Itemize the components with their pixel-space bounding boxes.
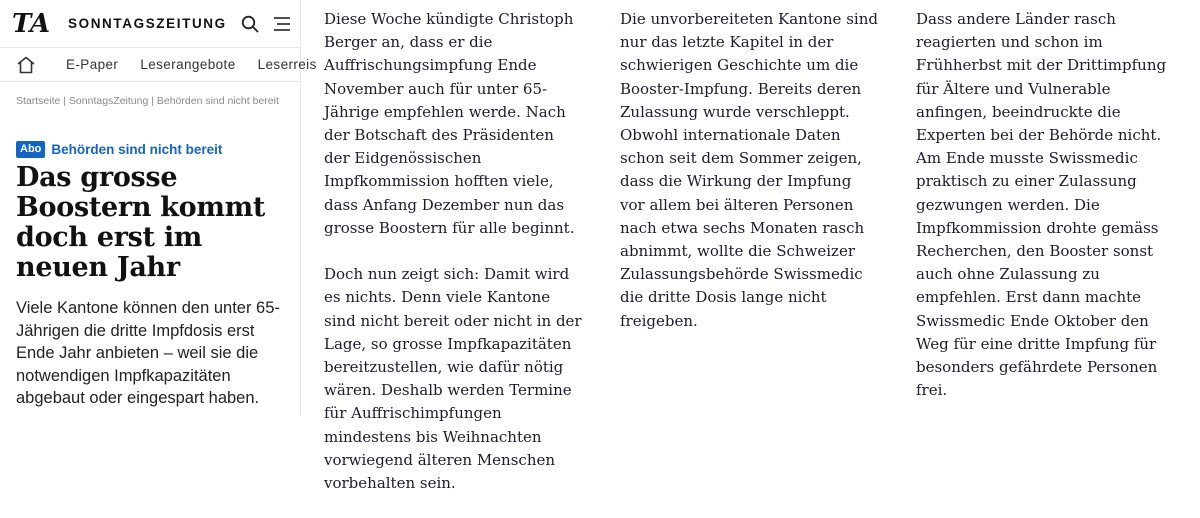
article-lead: Viele Kantone können den unter 65-Jährigen die dritte Impfdosis erst Ende Jahr anbieten – weil sie die notwendigen Impfkapazitäten abgebaut oder eingespart haben. [16, 299, 280, 407]
brand-name[interactable]: SONNTAGSZEITUNG [68, 16, 227, 31]
body-column-3 [916, 8, 1176, 426]
top-bar [0, 0, 300, 48]
ta-logo[interactable]: TA [11, 8, 51, 39]
abo-badge: Abo [16, 141, 45, 158]
body-paragraph: Doch nun zeigt sich: Damit wird es nichts. Denn viele Kantone sind nicht bereit oder nicht in der Lage, so grosse Impfkapazitäten bereitzustellen, wie dafür nötig wären. Deshalb werden Termine für Auffrischimpfungen mindestens bis Weihnachten vorwiegend älteren Menschen vorbehalten sein. [324, 265, 582, 493]
menu-icon[interactable] [273, 9, 291, 39]
body-paragraph: Die unvorbereiteten Kantone sind nur das letzte Kapitel in der schwierigen Geschichte um die Booster-Impfung. Bereits deren Zulassung wurde verschleppt. Obwohl internationale Daten schon seit dem Sommer zeigen, dass die Wirkung der Impfung vor allem bei älteren Personen nach etwa sechs Monaten rasch abnimmt, wollte die Schweizer Zulassungsbehörde Swissmedic die dritte Dosis lange nicht freigeben. [620, 10, 878, 330]
body-paragraph: Diese Woche kündigte Christoph Berger an, dass er die Auffrischungsimpfung Ende November auch für unter 65-Jährige empfehlen werde. Nach der Botschaft des Präsidenten der Eidgenössischen Impfkommission hofften viele, dass Anfang Dezember nun das grosse Boostern für alle beginnt. [324, 10, 575, 237]
home-icon[interactable] [16, 54, 36, 76]
section-nav [0, 48, 317, 82]
article-headline: Das grosse Boostern kommt doch erst im neuen Jahr [16, 162, 266, 283]
body-paragraph: Dass andere Länder rasch reagierten und schon im Frühherbst mit der Drittimpfung für Ältere und Vulnerable anfingen, beeindruckte die Experten bei der Behörde nicht. Am Ende musste Swissmedic praktisch zu einer Zulassung gezwungen werden. Die Impfkommission drohte gemäss Recherchen, den Booster sonst auch ohne Zulassung zu empfehlen. Erst dann machte Swissmedic Ende Oktober den Weg für eine dritte Impfung für besonders gefährdete Personen frei. [916, 10, 1167, 400]
breadcrumb[interactable]: Startseite | SonntagsZeitung | Behörden sind nicht bereit [16, 95, 279, 107]
body-column-2 [620, 8, 880, 356]
search-icon[interactable] [241, 9, 259, 39]
nav-item-leserreisen[interactable]: Leserreis [257, 57, 317, 72]
nav-item-epaper[interactable]: E-Paper [66, 57, 119, 72]
body-column-1 [324, 8, 584, 518]
kicker-text: Behörden sind nicht bereit [51, 142, 223, 157]
nav-item-leserangebote[interactable]: Leserangebote [140, 57, 236, 72]
article-screenshot-panel [0, 0, 317, 416]
article-kicker [16, 141, 284, 158]
